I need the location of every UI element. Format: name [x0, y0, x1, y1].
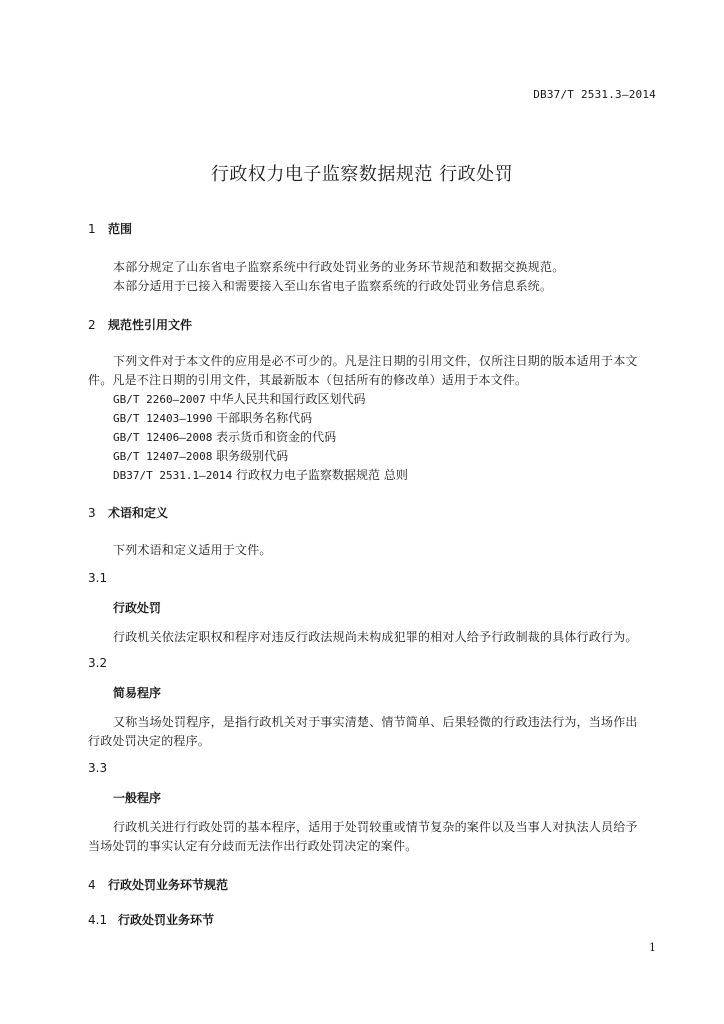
section-4-heading — [88, 876, 228, 893]
term-definition: 行政机关进行行政处罚的基本程序，适用于处罚较重或情节复杂的案件以及当事人对执法人员给予 — [113, 820, 638, 834]
section-2-heading — [88, 316, 192, 333]
section-number: 4 — [88, 878, 96, 892]
page-number: 1 — [649, 941, 656, 954]
reference-title: 表示货币和资金的代码 — [216, 430, 337, 444]
section-number: 1 — [88, 222, 96, 236]
term-name: 一般程序 — [113, 791, 162, 805]
term-definition: 又称当场处罚程序，是指行政机关对于事实清楚、情节简单、后果轻微的行政违法行为，当场作出 — [113, 715, 638, 729]
paragraph: 本部分适用于已接入和需要接入至山东省电子监察系统的行政处罚业务信息系统。 — [113, 279, 553, 293]
term-number: 3.3 — [88, 761, 108, 775]
reference-item — [113, 428, 336, 445]
term-number: 3.2 — [88, 656, 108, 670]
reference-item — [113, 409, 312, 426]
reference-item — [113, 447, 288, 464]
document-title: 行政权力电子监察数据规范 行政处罚 — [210, 164, 514, 185]
term-number: 3.1 — [88, 571, 108, 585]
section-title: 行政处罚业务环节规范 — [108, 878, 229, 892]
term-name: 简易程序 — [113, 686, 162, 700]
standard-number: DB37/T 2531.3—2014 — [533, 88, 656, 101]
reference-code: GB/T 2260—2007 — [113, 393, 206, 406]
section-number: 2 — [88, 318, 96, 332]
section-title: 规范性引用文件 — [108, 318, 193, 332]
subsection-number: 4.1 — [88, 913, 108, 927]
section-title: 范围 — [108, 222, 133, 236]
section-1-heading — [88, 220, 132, 237]
term-definition: 当场处罚的事实认定有分歧而无法作出行政处罚决定的案件。 — [88, 839, 418, 853]
term-definition: 行政处罚决定的程序。 — [88, 734, 211, 748]
reference-title: 中华人民共和国行政区划代码 — [209, 392, 366, 406]
section-title: 术语和定义 — [108, 506, 169, 520]
term-definition: 行政机关依法定职权和程序对违反行政法规尚未构成犯罪的相对人给予行政制裁的具体行政行为。 — [113, 630, 638, 644]
section-number: 3 — [88, 506, 96, 520]
paragraph: 下列术语和定义适用于文件。 — [113, 543, 272, 557]
reference-code: GB/T 12403—1990 — [113, 412, 213, 425]
paragraph-line: 件。凡是不注日期的引用文件，其最新版本（包括所有的修改单）适用于本文件。 — [88, 373, 528, 387]
reference-code: GB/T 12406—2008 — [113, 431, 213, 444]
subsection-4-1-heading — [88, 911, 214, 928]
reference-code: DB37/T 2531.1—2014 — [113, 469, 233, 482]
reference-item — [113, 466, 408, 483]
subsection-title: 行政处罚业务环节 — [118, 913, 215, 927]
reference-item — [113, 390, 366, 407]
reference-title: 行政权力电子监察数据规范 总则 — [236, 468, 408, 482]
reference-title: 职务级别代码 — [216, 449, 289, 463]
section-3-heading — [88, 504, 168, 521]
paragraph: 本部分规定了山东省电子监察系统中行政处罚业务的业务环节规范和数据交换规范。 — [113, 260, 565, 274]
paragraph-line: 下列文件对于本文件的应用是必不可少的。凡是注日期的引用文件，仅所注日期的版本适用于本文 — [113, 354, 638, 368]
reference-title: 干部职务名称代码 — [216, 411, 313, 425]
reference-code: GB/T 12407—2008 — [113, 450, 213, 463]
term-name: 行政处罚 — [113, 601, 162, 615]
